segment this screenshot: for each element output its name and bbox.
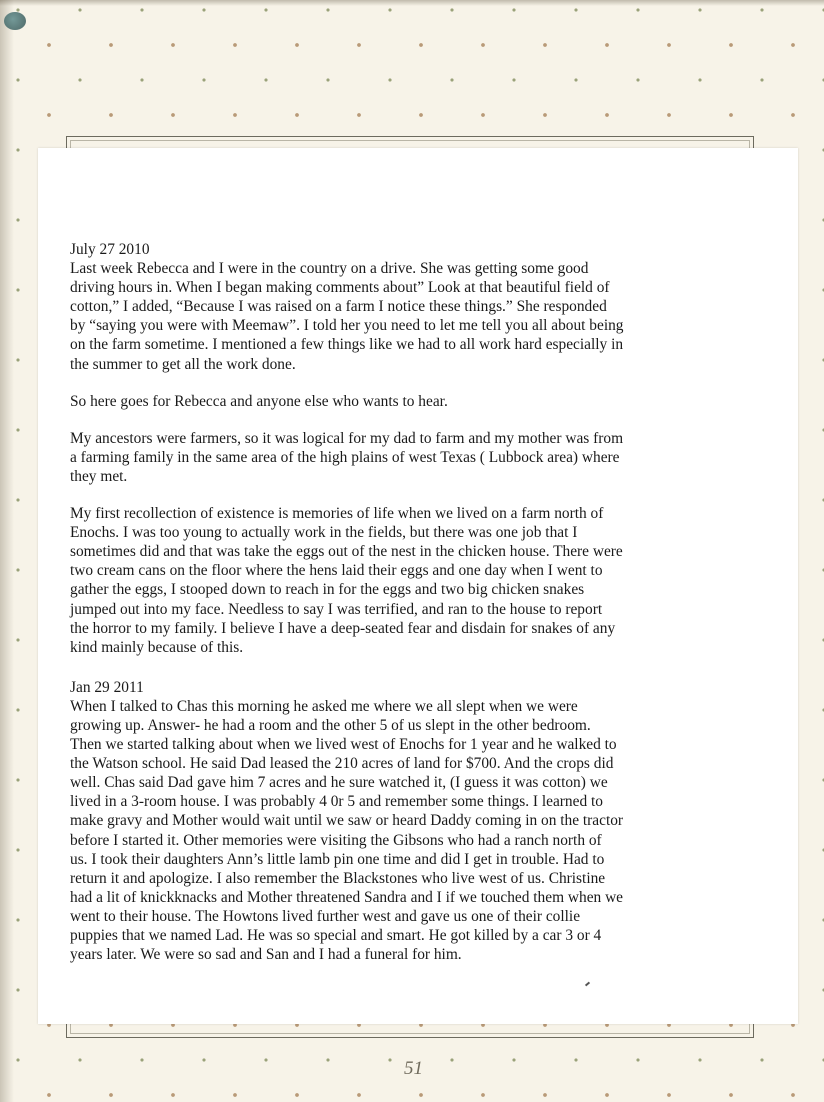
entry-paragraph: My ancestors were farmers, so it was logical for my dad to farm and my mother was from a farming family in the same area of the high plains of west Texas ( Lubbock area) where they met. (70, 429, 624, 485)
entry-paragraph: When I talked to Chas this morning he asked me where we all slept when we were growing up. Answer- he had a room and the other 5 of us slept in the other bedroom. Then we started talking about when we lived west of Enochs for 1 year and he walked to the Watson school. He said Dad leased the 210 acres of land for $700. And the crops did well. Chas said Dad gave him 7 acres and he sure watched it, (I guess it was cotton) we lived in a 3-room house. I was probably 4 0r 5 and remember some things. I learned to make gravy and Mother would wait until we saw or heard Daddy coming in on the tractor before I started it. Other memories were visiting the Gibsons who had a ranch north of us. I took their daughters Ann’s little lamb pin one time and did I get in trouble. Had to return it and apologize. I also remember the Blackstones who live west of us. Christine had a lit of knickknacks and Mother threatened Sandra and I if we touched them when we went to their house. The Howtons lived further west and gave us one of their collie puppies that we named Lad. He was so special and smart. He got killed by a car 3 or 4 years later. We were so sad and San and I had a funeral for him. (70, 697, 624, 964)
entry-paragraph: My first recollection of existence is memories of life when we lived on a farm north of Enochs. I was too young to actually work in the fields, but there was one job that I sometimes did and that was take the eggs out of the nest in the chicken house. There were two cream cans on the floor where the hens laid their eggs and one day when I went to gather the eggs, I stooped down to reach in for the eggs and two big chicken snakes jumped out into my face. Needless to say I was terrified, and ran to the house to report the horror to my family. I believe I have a deep-seated fear and disdain for snakes of any kind mainly because of this. (70, 505, 623, 656)
entry-date: Jan 29 2011 (70, 678, 144, 696)
book-binding-shadow (0, 0, 14, 1102)
entry-paragraph: Last week Rebecca and I were in the country on a drive. She was getting some good driving hours in. When I began making comments about” Look at that beautiful field of cotton,” I added, “Because I was raised on a farm I notice these things.” She responded by “saying you were with Meemaw”. I told her you need to let me tell you all about being on the farm sometime. I mentioned a few things like we had to all work hard especially in the summer to get all the work done. (70, 260, 624, 373)
journal-text (70, 240, 770, 964)
entry-paragraph: So here goes for Rebecca and anyone else who wants to hear. (70, 392, 448, 410)
binding-bead-decoration (4, 12, 26, 30)
page-top-edge (0, 0, 824, 6)
journal-paper-sheet (38, 148, 798, 1024)
entry-date: July 27 2010 (70, 241, 150, 258)
page-number: 51 (404, 1058, 423, 1079)
